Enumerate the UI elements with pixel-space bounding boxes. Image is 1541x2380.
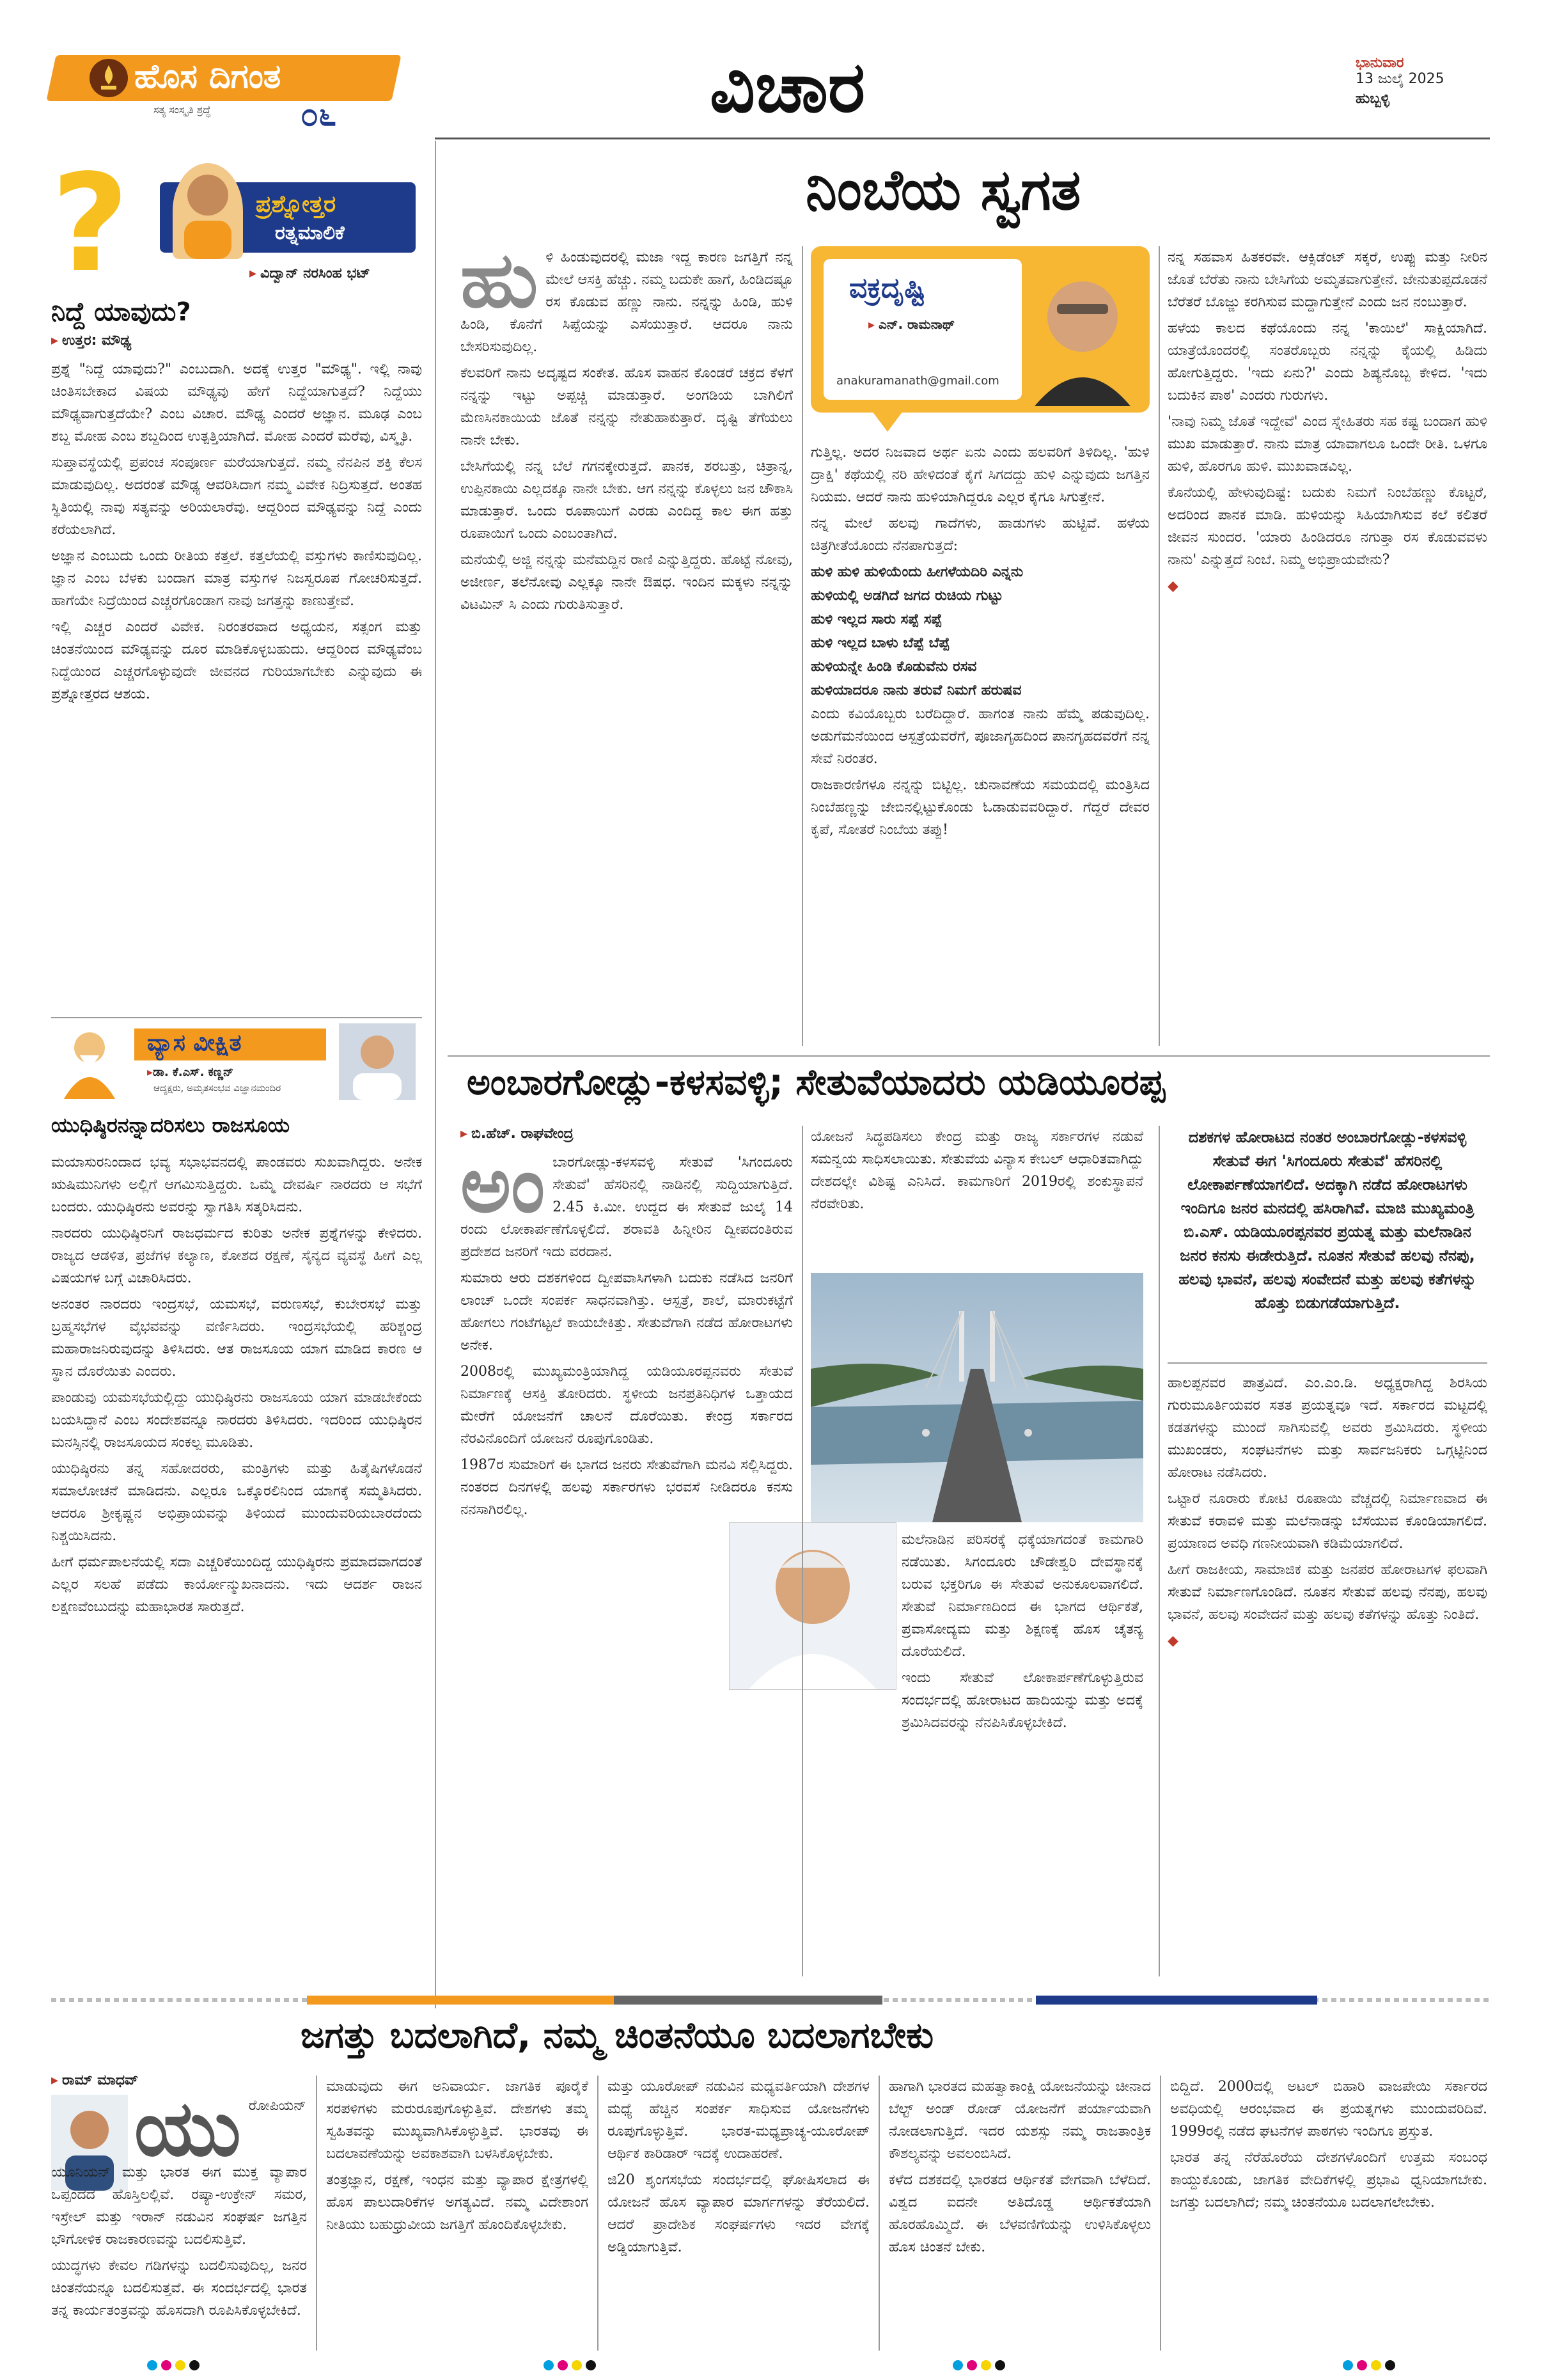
- bottom-col4: ಹಾಗಾಗಿ ಭಾರತದ ಮಹತ್ವಾಕಾಂಕ್ಷಿ ಯೋಜನೆಯನ್ನು ಚೀನಾದ ಬೆಲ್ಟ್ ಅಂಡ್ ರೋಡ್ ಯೋಜನೆಗೆ ಪರ್ಯಾಯವಾಗಿ ನೋಡಲಾಗುತ್ತಿದೆ. ಇದರ ಯಶಸ್ಸು ನಮ್ಮ ರಾಜತಾಂತ್ರಿಕ ಕೌಶಲ್ಯವನ್ನು ಅವಲಂಬಿಸಿದೆ. ಕಳೆದ ದಶಕದಲ್ಲಿ ಭಾರತದ ಆರ್ಥಿಕತೆ ವೇಗವಾಗಿ ಬೆಳೆದಿದೆ. ವಿಶ್ವದ ಐದನೇ ಅತಿದೊಡ್ಡ ಆರ್ಥಿಕತೆಯಾಗಿ ಹೊರಹೊಮ್ಮಿದೆ. ಈ ಬೆಳವಣಿಗೆಯನ್ನು ಉಳಿಸಿಕೊಳ್ಳಲು ಹೊಸ ಚಿಂತನೆ ಬೇಕು.: [889, 2079, 1151, 2255]
- bottom-headline: ಜಗತ್ತು ಬದಲಾಗಿದೆ, ನಮ್ಮ ಚಿಂತನೆಯೂ ಬದಲಾಗಬೇಕು: [301, 2015, 934, 2056]
- left-column-divider: [435, 141, 436, 2008]
- date: 13 ಜುಲೈ 2025: [1356, 71, 1444, 87]
- lead-author-photo: [1022, 259, 1143, 406]
- left-divider-1: [51, 1017, 422, 1018]
- lead-col2: ಗುತ್ತಿಲ್ಲ. ಅದರ ನಿಜವಾದ ಅರ್ಥ ಏನು ಎಂದು ಹಲವರಿಗೆ ತಿಳಿದಿಲ್ಲ. 'ಹುಳಿ ದ್ರಾಕ್ಷಿ' ಕಥೆಯಲ್ಲಿ ನರಿ ಹೇಳಿದಂತೆ ಕೈಗೆ ಸಿಗದದ್ದು ಹುಳಿ ಎನ್ನುವುದು ಜಗತ್ತಿನ ನಿಯಮ. ಆದರೆ ನಾನು ಹುಳಿಯಾಗಿದ್ದರೂ ಎಲ್ಲರ ಕೈಗೂ ಸಿಗುತ್ತೇನೆ. ನನ್ನ ಮೇಲೆ ಹಲವು ಗಾದೆಗಳು, ಹಾಡುಗಳು ಹುಟ್ಟಿವೆ. ಹಳೆಯ ಚಿತ್ರಗೀತೆಯೊಂದು ನೆನಪಾಗುತ್ತದೆ: ಹುಳಿ ಹುಳಿ ಹುಳಿಯೆಂದು ಹೀಗಳೆಯದಿರಿ ಎನ್ನನು ಹುಳಿಯಲ್ಲಿ ಅಡಗಿದೆ ಜಗದ ರುಚಿಯ ಗುಟ್ಟು ಹುಳಿ ಇಲ್ಲದ ಸಾರು ಸಪ್ಪೆ ಸಪ್ಪೆ ಹುಳಿ ಇಲ್ಲದ ಬಾಳು ಬೆಪ್ಪೆ ಬೆಪ್ಪೆ ಹುಳಿಯನ್ನೇ ಹಿಂಡಿ ಕೊಡುವೆನು ರಸವ ಹುಳಿಯಾದರೂ ನಾನು ತರುವೆ ನಿಮಗೆ ಹರುಷವ ಎಂದು ಕವಿಯೊಬ್ಬರು ಬರೆದಿದ್ದಾರೆ. ಹಾಗಂತ ನಾನು ಹೆಮ್ಮೆ ಪಡುವುದಿಲ್ಲ. ಅಡುಗೆಮನೆಯಿಂದ ಆಸ್ಪತ್ರೆಯವರೆಗೆ, ಪೂಜಾಗೃಹದಿಂದ ಪಾನಗೃಹದವರೆಗೆ ನನ್ನ ಸೇವೆ ನಿರಂತರ. ರಾಜಕಾರಣಿಗಳೂ ನನ್ನನ್ನು ಬಿಟ್ಟಿಲ್ಲ. ಚುನಾವಣೆಯ ಸಮಯದಲ್ಲಿ ಮಂತ್ರಿಸಿದ ನಿಂಬೆಹಣ್ಣನ್ನು ಜೇಬಿನಲ್ಲಿಟ್ಟುಕೊಂಡು ಓಡಾಡುವವರಿದ್ದಾರೆ. ಗೆದ್ದರೆ ದೇವರ ಕೃಪೆ, ಸೋತರೆ ನಿಂಬೆಯ ತಪ್ಪು!: [811, 445, 1150, 838]
- date-block: [1356, 55, 1483, 107]
- qa-banner-title: ಪ್ರಶ್ನೋತ್ತರ: [256, 191, 336, 217]
- end-mark-icon: ◆: [1168, 578, 1178, 594]
- registration-marks-left: [147, 2360, 199, 2370]
- registration-marks-far-right: [1343, 2360, 1395, 2370]
- vyasa-banner: [51, 1023, 422, 1100]
- bridge-photo: [811, 1273, 1143, 1522]
- author-photo: [173, 163, 243, 259]
- lead-col3: ನನ್ನ ಸಹವಾಸ ಹಿತಕರವೇ. ಆಕ್ಸಿಡೆಂಟ್ ಸಕ್ಕರೆ, ಉಪ್ಪು ಮತ್ತು ನೀರಿನ ಜೊತೆ ಬೆರೆತು ನಾನು ಬೇಸಿಗೆಯ ಅಮೃತವಾಗುತ್ತೇನೆ. ಜೇನುತುಪ್ಪದೊಡನೆ ಬೆರೆತರೆ ಬೊಜ್ಜು ಕರಗಿಸುವ ಮದ್ದಾಗುತ್ತೇನೆ ಎಂದು ಜನ ನಂಬುತ್ತಾರೆ. ಹಳೆಯ ಕಾಲದ ಕಥೆಯೊಂದು ನನ್ನ 'ಕಾಯಿಲೆ' ಸಾಕ್ಷಿಯಾಗಿದೆ. ಯಾತ್ರೆಯೊಂದರಲ್ಲಿ ಸಂತರೊಬ್ಬರು ನನ್ನನ್ನು ಕೈಯಲ್ಲಿ ಹಿಡಿದು ಹೋಗುತ್ತಿದ್ದರು. 'ಇದು ಏನು?' ಎಂದು ಶಿಷ್ಯನೊಬ್ಬ ಕೇಳಿದ. 'ಇದು ಬದುಕಿನ ಪಾಠ' ಎಂದರು ಗುರುಗಳು. 'ನಾವು ನಿಮ್ಮ ಜೊತೆ ಇದ್ದೇವೆ' ಎಂದ ಸ್ನೇಹಿತರು ಸಹ ಕಷ್ಟ ಬಂದಾಗ ಹುಳಿ ಮುಖ ಮಾಡುತ್ತಾರೆ. ನಾನು ಮಾತ್ರ ಯಾವಾಗಲೂ ಒಂದೇ ರೀತಿ. ಒಳಗೂ ಹುಳಿ, ಹೊರಗೂ ಹುಳಿ. ಮುಖವಾಡವಿಲ್ಲ. ಕೊನೆಯಲ್ಲಿ ಹೇಳುವುದಿಷ್ಟೆ: ಬದುಕು ನಿಮಗೆ ನಿಂಬೆಹಣ್ಣು ಕೊಟ್ಟರೆ, ಅದರಿಂದ ಪಾನಕ ಮಾಡಿ. ಹುಳಿಯನ್ನು ಸಿಹಿಯಾಗಿಸುವ ಕಲೆ ಕಲಿತರೆ ಜೀವನ ಸುಂದರ. 'ಯಾರು ಹಿಂಡಿದರೂ ನಗುತ್ತಾ ರಸ ಕೊಡುವವಳು ನಾನು' ಎನ್ನುತ್ತದೆ ನಿಂಬೆ. ನಿಮ್ಮ ಅಭಿಪ್ರಾಯವೇನು? ◆: [1168, 249, 1487, 594]
- qa-heading: ನಿದ್ದೆ ಯಾವುದು?: [51, 297, 191, 327]
- bottom-author: ▸ ರಾಮ್ ಮಾಧವ್: [51, 2072, 139, 2088]
- header-divider: [435, 138, 1490, 139]
- registration-marks-right: [953, 2360, 1005, 2370]
- bridge-col2-top: ಯೋಜನೆ ಸಿದ್ಧಪಡಿಸಲು ಕೇಂದ್ರ ಮತ್ತು ರಾಜ್ಯ ಸರ್ಕಾರಗಳ ನಡುವೆ ಸಮನ್ವಯ ಸಾಧಿಸಲಾಯಿತು. ಸೇತುವೆಯ ವಿನ್ಯಾಸ ಕೇಬಲ್ ಆಧಾರಿತವಾಗಿದ್ದು ದೇಶದಲ್ಲೇ ವಿಶಿಷ್ಟ ಎನಿಸಿದೆ. ಕಾಮಗಾರಿಗೆ 2019ರಲ್ಲಿ ಶಂಕುಸ್ಥಾಪನೆ ನೆರವೇರಿತು.: [811, 1129, 1143, 1212]
- vyasa-author-photo: [339, 1023, 416, 1100]
- logo-text: ಹೊಸ ದಿಗಂತ: [134, 58, 281, 96]
- column-badge: [811, 246, 1150, 432]
- bridge-col3: ಹಾಲಪ್ಪನವರ ಪಾತ್ರವಿದೆ. ಎಂ.ಎಂ.ಡಿ. ಅಧ್ಯಕ್ಷರಾಗಿದ್ದ ಶಿರಸಿಯ ಗುರುಮೂರ್ತಿಯವರ ಸತತ ಪ್ರಯತ್ನವೂ ಇದೆ. ಸರ್ಕಾರದ ಮಟ್ಟದಲ್ಲಿ ಕಡತಗಳನ್ನು ಮುಂದೆ ಸಾಗಿಸುವಲ್ಲಿ ಅವರು ಶ್ರಮಿಸಿದರು. ಸ್ಥಳೀಯ ಮುಖಂಡರು, ಸಂಘಟನೆಗಳು ಮತ್ತು ಸಾರ್ವಜನಿಕರು ಒಗ್ಗಟ್ಟಿನಿಂದ ಹೋರಾಟ ನಡೆಸಿದರು. ಒಟ್ಟಾರೆ ನೂರಾರು ಕೋಟಿ ರೂಪಾಯಿ ವೆಚ್ಚದಲ್ಲಿ ನಿರ್ಮಾಣವಾದ ಈ ಸೇತುವೆ ಕರಾವಳಿ ಮತ್ತು ಮಲೆನಾಡನ್ನು ಬೆಸೆಯುವ ಕೊಂಡಿಯಾಗಲಿದೆ. ಪ್ರಯಾಣದ ಅವಧಿ ಗಣನೀಯವಾಗಿ ಕಡಿಮೆಯಾಗಲಿದೆ. ಹೀಗೆ ರಾಜಕೀಯ, ಸಾಮಾಜಿಕ ಮತ್ತು ಜನಪರ ಹೋರಾಟಗಳ ಫಲವಾಗಿ ಸೇತುವೆ ನಿರ್ಮಾಣಗೊಂಡಿದೆ. ನೂತನ ಸೇತುವೆ ಹಲವು ನೆನಪು, ಹಲವು ಭಾವನೆ, ಹಲವು ಸಂವೇದನೆ ಮತ್ತು ಹಲವು ಕತೆಗಳನ್ನು ಹೊತ್ತು ನಿಂತಿದೆ. ◆: [1168, 1375, 1487, 1649]
- bridge-col2-bottom: ಮಲೆನಾಡಿನ ಪರಿಸರಕ್ಕೆ ಧಕ್ಕೆಯಾಗದಂತೆ ಕಾಮಗಾರಿ ನಡೆಯಿತು. ಸಿಗಂದೂರು ಚೌಡೇಶ್ವರಿ ದೇವಸ್ಥಾನಕ್ಕೆ ಬರುವ ಭಕ್ತರಿಗೂ ಈ ಸೇತುವೆ ಅನುಕೂಲವಾಗಲಿದೆ. ಸೇತುವೆ ನಿರ್ಮಾಣದಿಂದ ಈ ಭಾಗದ ಆರ್ಥಿಕತೆ, ಪ್ರವಾಸೋದ್ಯಮ ಮತ್ತು ಶಿಕ್ಷಣಕ್ಕೆ ಹೊಸ ಚೈತನ್ಯ ದೊರೆಯಲಿದೆ. ಇಂದು ಸೇತುವೆ ಲೋಕಾರ್ಪಣೆಗೊಳ್ಳುತ್ತಿರುವ ಸಂದರ್ಭದಲ್ಲಿ ಹೋರಾಟದ ಹಾದಿಯನ್ನು ಮತ್ತು ಅದಕ್ಕೆ ಶ್ರಮಿಸಿದವರನ್ನು ನೆನಪಿಸಿಕೊಳ್ಳಬೇಕಿದೆ.: [902, 1532, 1143, 1731]
- bottom-col2: ಮಾಡುವುದು ಈಗ ಅನಿವಾರ್ಯ. ಜಾಗತಿಕ ಪೂರೈಕೆ ಸರಪಳಿಗಳು ಮರುರೂಪುಗೊಳ್ಳುತ್ತಿವೆ. ದೇಶಗಳು ತಮ್ಮ ಸ್ವಹಿತವನ್ನು ಮುಖ್ಯವಾಗಿಸಿಕೊಳ್ಳುತ್ತಿವೆ. ಭಾರತವು ಈ ಬದಲಾವಣೆಯನ್ನು ಅವಕಾಶವಾಗಿ ಬಳಸಿಕೊಳ್ಳಬೇಕು. ತಂತ್ರಜ್ಞಾನ, ರಕ್ಷಣೆ, ಇಂಧನ ಮತ್ತು ವ್ಯಾಪಾರ ಕ್ಷೇತ್ರಗಳಲ್ಲಿ ಹೊಸ ಪಾಲುದಾರಿಕೆಗಳ ಅಗತ್ಯವಿದೆ. ನಮ್ಮ ವಿದೇಶಾಂಗ ನೀತಿಯು ಬಹುಧ್ರುವೀಯ ಜಗತ್ತಿಗೆ ಹೊಂದಿಕೊಳ್ಳಬೇಕು.: [326, 2079, 588, 2233]
- vyasa-title: ವ್ಯಾಸ ವೀಕ್ಷಿತ: [147, 1030, 242, 1056]
- qa-answer-label: ▸ ಉತ್ತರ: ಮೌಢ್ಯ: [51, 333, 132, 349]
- vyasa-author: ▸ಡಾ. ಕೆ.ಎಸ್. ಕಣ್ಣನ್: [147, 1066, 233, 1079]
- qa-body: ಪ್ರಶ್ನೆ "ನಿದ್ದೆ ಯಾವುದು?" ಎಂಬುದಾಗಿ. ಅದಕ್ಕೆ ಉತ್ತರ "ಮೌಢ್ಯ". ಇಲ್ಲಿ ನಾವು ಚಿಂತಿಸಬೇಕಾದ ವಿಷಯ ಮೌಢ್ಯವು ಹೇಗೆ ನಿದ್ದೆಯಾಗುತ್ತದೆ? ನಿದ್ದೆಯು ಮೌಢ್ಯವಾಗುತ್ತದೆಯೇ? ಎಂಬ ವಿಚಾರ. ಮೌಢ್ಯ ಎಂದರೆ ಅಜ್ಞಾನ. ಮೂಢ ಎಂಬ ಶಬ್ದ ಮೋಹ ಎಂಬ ಶಬ್ದದಿಂದ ಉತ್ಪತ್ತಿಯಾಗಿದೆ. ಮೋಹ ಎಂದರೆ ಮರೆವು, ವಿಸ್ಮೃತಿ. ಸುಪ್ತಾವಸ್ಥೆಯಲ್ಲಿ ಪ್ರಪಂಚ ಸಂಪೂರ್ಣ ಮರೆಯಾಗುತ್ತದೆ. ನಮ್ಮ ನೆನಪಿನ ಶಕ್ತಿ ಕೆಲಸ ಮಾಡುವುದಿಲ್ಲ. ಅದರಂತೆ ಮೌಢ್ಯ ಆವರಿಸಿದಾಗ ನಮ್ಮ ವಿವೇಕ ನಿದ್ರಿಸುತ್ತದೆ. ಅಂತಹ ಸ್ಥಿತಿಯಲ್ಲಿ ನಾವು ಸತ್ಯವನ್ನು ಅರಿಯಲಾರೆವು. ಆದ್ದರಿಂದ ಮೌಢ್ಯವನ್ನು ನಿದ್ದೆ ಎಂದು ಕರೆಯಲಾಗಿದೆ. ಅಜ್ಞಾನ ಎಂಬುದು ಒಂದು ರೀತಿಯ ಕತ್ತಲೆ. ಕತ್ತಲೆಯಲ್ಲಿ ವಸ್ತುಗಳು ಕಾಣಿಸುವುದಿಲ್ಲ. ಜ್ಞಾನ ಎಂಬ ಬೆಳಕು ಬಂದಾಗ ಮಾತ್ರ ವಸ್ತುಗಳ ನಿಜಸ್ವರೂಪ ಗೋಚರಿಸುತ್ತದೆ. ಹಾಗೆಯೇ ನಿದ್ರೆಯಿಂದ ಎಚ್ಚರಗೊಂಡಾಗ ನಾವು ಜಗತ್ತನ್ನು ಕಾಣುತ್ತೇವೆ. ಇಲ್ಲಿ ಎಚ್ಚರ ಎಂದರೆ ವಿವೇಕ. ನಿರಂತರವಾದ ಅಧ್ಯಯನ, ಸತ್ಸಂಗ ಮತ್ತು ಚಿಂತನೆಯಿಂದ ಮೌಢ್ಯವನ್ನು ದೂರ ಮಾಡಿಕೊಳ್ಳಬಹುದು. ಆದ್ದರಿಂದ ಮೌಢ್ಯವೆಂಬ ನಿದ್ದೆಯಿಂದ ಎಚ್ಚರಗೊಳ್ಳುವುದೇ ಜೀವನದ ಗುರಿಯಾಗಬೇಕು ಎನ್ನುವುದು ಈ ಪ್ರಶ್ನೋತ್ತರದ ಆಶಯ.: [51, 361, 422, 702]
- registration-marks-center: [544, 2360, 596, 2370]
- page-number: ೦೬: [301, 96, 336, 133]
- yediyurappa-photo: [729, 1522, 896, 1690]
- bottom-col-divider-3: [879, 2076, 880, 2351]
- end-mark-icon: ◆: [1168, 1633, 1178, 1649]
- qa-banner: [51, 145, 422, 302]
- logo: [51, 51, 409, 133]
- lead-col-divider-2: [1159, 246, 1160, 1046]
- vyasa-body: ಮಯಾಸುರನಿಂದಾದ ಭವ್ಯ ಸಭಾಭವನದಲ್ಲಿ ಪಾಂಡವರು ಸುಖವಾಗಿದ್ದರು. ಅನೇಕ ಋಷಿಮುನಿಗಳು ಅಲ್ಲಿಗೆ ಆಗಮಿಸುತ್ತಿದ್ದರು. ಒಮ್ಮೆ ದೇವರ್ಷಿ ನಾರದರು ಆ ಸಭೆಗೆ ಬಂದರು. ಯುಧಿಷ್ಠಿರನು ಅವರನ್ನು ಸ್ವಾಗತಿಸಿ ಸತ್ಕರಿಸಿದನು. ನಾರದರು ಯುಧಿಷ್ಠಿರನಿಗೆ ರಾಜಧರ್ಮದ ಕುರಿತು ಅನೇಕ ಪ್ರಶ್ನೆಗಳನ್ನು ಕೇಳಿದರು. ರಾಜ್ಯದ ಆಡಳಿತ, ಪ್ರಜೆಗಳ ಕಲ್ಯಾಣ, ಕೋಶದ ರಕ್ಷಣೆ, ಸೈನ್ಯದ ವ್ಯವಸ್ಥೆ ಹೀಗೆ ಎಲ್ಲ ವಿಷಯಗಳ ಬಗ್ಗೆ ವಿಚಾರಿಸಿದರು. ಅನಂತರ ನಾರದರು ಇಂದ್ರಸಭೆ, ಯಮಸಭೆ, ವರುಣಸಭೆ, ಕುಬೇರಸಭೆ ಮತ್ತು ಬ್ರಹ್ಮಸಭೆಗಳ ವೈಭವವನ್ನು ವರ್ಣಿಸಿದರು. ಇಂದ್ರಸಭೆಯಲ್ಲಿ ಹರಿಶ್ಚಂದ್ರ ಮಹಾರಾಜನಿರುವುದನ್ನು ತಿಳಿಸಿದರು. ಆತ ರಾಜಸೂಯ ಯಾಗ ಮಾಡಿದ ಕಾರಣ ಆ ಸ್ಥಾನ ದೊರೆಯಿತು ಎಂದರು. ಪಾಂಡುವು ಯಮಸಭೆಯಲ್ಲಿದ್ದು ಯುಧಿಷ್ಠಿರನು ರಾಜಸೂಯ ಯಾಗ ಮಾಡಬೇಕೆಂದು ಬಯಸಿದ್ದಾನೆ ಎಂಬ ಸಂದೇಶವನ್ನೂ ನಾರದರು ತಿಳಿಸಿದರು. ಇದರಿಂದ ಯುಧಿಷ್ಠಿರನ ಮನಸ್ಸಿನಲ್ಲಿ ರಾಜಸೂಯದ ಸಂಕಲ್ಪ ಮೂಡಿತು. ಯುಧಿಷ್ಠಿರನು ತನ್ನ ಸಹೋದರರು, ಮಂತ್ರಿಗಳು ಮತ್ತು ಹಿತೈಷಿಗಳೊಡನೆ ಸಮಾಲೋಚನೆ ಮಾಡಿದನು. ಎಲ್ಲರೂ ಒಕ್ಕೊರಲಿನಿಂದ ಯಾಗಕ್ಕೆ ಸಮ್ಮತಿಸಿದರು. ಆದರೂ ಶ್ರೀಕೃಷ್ಣನ ಅಭಿಪ್ರಾಯವನ್ನು ತಿಳಿಯದೆ ಮುಂದುವರಿಯಬಾರದೆಂದು ನಿಶ್ಚಯಿಸಿದನು. ಹೀಗೆ ಧರ್ಮಪಾಲನೆಯಲ್ಲಿ ಸದಾ ಎಚ್ಚರಿಕೆಯಿಂದಿದ್ದ ಯುಧಿಷ್ಠಿರನು ಪ್ರಮಾದವಾಗದಂತೆ ಎಲ್ಲರ ಸಲಹೆ ಪಡೆದು ಕಾರ್ಯೋನ್ಮುಖನಾದನು. ಇದು ಆದರ್ಶ ರಾಜನ ಲಕ್ಷಣವೆಂಬುದನ್ನು ಮಹಾಭಾರತ ಸಾರುತ್ತದೆ.: [51, 1155, 422, 1615]
- vyasa-author-role: ಆದ್ಯಕ್ಷರು, ಅಮೃತಸಂಭವ ವಿಜ್ಞಾನಮಂದಿರ: [153, 1082, 281, 1094]
- qa-banner-subtitle: ರತ್ನಮಾಲಿಕೆ: [275, 222, 345, 244]
- lead-col-divider-1: [802, 246, 803, 1046]
- masthead: [51, 46, 1490, 134]
- bridge-author: ▸ ಬಿ.ಹೆಚ್. ರಾಘವೇಂದ್ರ: [460, 1126, 574, 1142]
- vyasa-heading: ಯುಧಿಷ್ಠಿರನನ್ನಾದರಿಸಲು ರಾಜಸೂಯ: [51, 1113, 290, 1137]
- bridge-col-divider-2: [1159, 1126, 1160, 1976]
- column-title: ವಕ್ರದೃಷ್ಟಿ: [849, 272, 926, 304]
- bridge-pullquote: ದಶಕಗಳ ಹೋರಾಟದ ನಂತರ ಅಂಬಾರಗೋಡ್ಲು-ಕಳಸವಳ್ಳಿ ಸೇತುವೆ ಈಗ 'ಸಿಗಂದೂರು ಸೇತುವೆ' ಹೆಸರಿನಲ್ಲಿ ಲೋಕಾರ್ಪಣೆಯಾಗಲಿದೆ. ಅದಕ್ಕಾಗಿ ನಡೆದ ಹೋರಾಟಗಳು ಇಂದಿಗೂ ಜನರ ಮನದಲ್ಲಿ ಹಸಿರಾಗಿವೆ. ಮಾಜಿ ಮುಖ್ಯಮಂತ್ರಿ ಬಿ.ಎಸ್. ಯಡಿಯೂರಪ್ಪನವರ ಪ್ರಯತ್ನ ಮತ್ತು ಮಲೆನಾಡಿನ ಜನರ ಕನಸು ಈಡೇರುತ್ತಿದೆ. ನೂತನ ಸೇತುವೆ ಹಲವು ನೆನಪು, ಹಲವು ಭಾವನೆ, ಹಲವು ಸಂವೇದನೆ ಮತ್ತು ಹಲವು ಕತೆಗಳನ್ನು ಹೊತ್ತು ಬಿಡುಗಡೆಯಾಗುತ್ತಿದೆ.: [1178, 1128, 1476, 1312]
- bottom-dropcap: ಯು: [134, 2095, 241, 2173]
- lead-email: anakuramanath@gmail.com: [836, 374, 999, 388]
- bottom-col1: ಯು ರೋಪಿಯನ್ ಯೂನಿಯನ್ ಮತ್ತು ಭಾರತ ಈಗ ಮುಕ್ತ ವ್ಯಾಪಾರ ಒಪ್ಪಂದದ ಹೊಸ್ತಿಲಲ್ಲಿವೆ. ರಷ್ಯಾ-ಉಕ್ರೇನ್ ಸಮರ, ಇಸ್ರೇಲ್ ಮತ್ತು ಇರಾನ್ ನಡುವಿನ ಸಂಘರ್ಷ ಜಗತ್ತಿನ ಭೌಗೋಳಿಕ ರಾಜಕಾರಣವನ್ನು ಬದಲಿಸುತ್ತಿವೆ. ಯುದ್ಧಗಳು ಕೇವಲ ಗಡಿಗಳನ್ನು ಬದಲಿಸುವುದಿಲ್ಲ, ಜನರ ಚಿಂತನೆಯನ್ನೂ ಬದಲಿಸುತ್ತವೆ. ಈ ಸಂದರ್ಭದಲ್ಲಿ ಭಾರತ ತನ್ನ ಕಾರ್ಯತಂತ್ರವನ್ನು ಹೊಸದಾಗಿ ರೂಪಿಸಿಕೊಳ್ಳಬೇಕಿದೆ.: [51, 2095, 307, 2319]
- bridge-col1: ಅಂ ಬಾರಗೋಡ್ಲು-ಕಳಸವಳ್ಳಿ ಸೇತುವೆ 'ಸಿಗಂದೂರು ಸೇತುವೆ' ಹೆಸರಿನಲ್ಲಿ ನಾಡಿನಲ್ಲಿ ಸುದ್ದಿಯಾಗುತ್ತಿದೆ. 2.45 ಕಿ.ಮೀ. ಉದ್ದದ ಈ ಸೇತುವೆ ಜುಲೈ 14 ರಂದು ಲೋಕಾರ್ಪಣೆಗೊಳ್ಳಲಿದೆ. ಶರಾವತಿ ಹಿನ್ನೀರಿನ ದ್ವೀಪದಂತಿರುವ ಪ್ರದೇಶದ ಜನರಿಗೆ ಇದು ವರದಾನ. ಸುಮಾರು ಆರು ದಶಕಗಳಿಂದ ದ್ವೀಪವಾಸಿಗಳಾಗಿ ಬದುಕು ನಡೆಸಿದ ಜನರಿಗೆ ಲಾಂಚ್ ಒಂದೇ ಸಂಪರ್ಕ ಸಾಧನವಾಗಿತ್ತು. ಆಸ್ಪತ್ರೆ, ಶಾಲೆ, ಮಾರುಕಟ್ಟೆಗೆ ಹೋಗಲು ಗಂಟೆಗಟ್ಟಲೆ ಕಾಯಬೇಕಿತ್ತು. ಸೇತುವೆಗಾಗಿ ನಡೆದ ಹೋರಾಟಗಳು ಅನೇಕ. 2008ರಲ್ಲಿ ಮುಖ್ಯಮಂತ್ರಿಯಾಗಿದ್ದ ಯಡಿಯೂರಪ್ಪನವರು ಸೇತುವೆ ನಿರ್ಮಾಣಕ್ಕೆ ಆಸಕ್ತಿ ತೋರಿದರು. ಸ್ಥಳೀಯ ಜನಪ್ರತಿನಿಧಿಗಳ ಒತ್ತಾಯದ ಮೇರೆಗೆ ಯೋಜನೆಗೆ ಚಾಲನೆ ದೊರೆಯಿತು. ಕೇಂದ್ರ ಸರ್ಕಾರದ ನೆರವಿನೊಂದಿಗೆ ಯೋಜನೆ ರೂಪುಗೊಂಡಿತು. 1987ರ ಸುಮಾರಿಗೆ ಈ ಭಾಗದ ಜನರು ಸೇತುವೆಗಾಗಿ ಮನವಿ ಸಲ್ಲಿಸಿದ್ದರು. ನಂತರದ ದಿನಗಳಲ್ಲಿ ಹಲವು ಸರ್ಕಾರಗಳು ಭರವಸೆ ನೀಡಿದರೂ ಕನಸು ನನಸಾಗಿರಲಿಲ್ಲ.: [460, 1151, 793, 1518]
- lead-dropcap: ಹು: [460, 246, 538, 325]
- color-strip: [51, 1996, 1490, 2005]
- lead-headline: ನಿಂಬೆಯ ಸ್ವಗತ: [806, 157, 1081, 223]
- lead-poem: ಹುಳಿ ಹುಳಿ ಹುಳಿಯೆಂದು ಹೀಗಳೆಯದಿರಿ ಎನ್ನನು ಹುಳಿಯಲ್ಲಿ ಅಡಗಿದೆ ಜಗದ ರುಚಿಯ ಗುಟ್ಟು ಹುಳಿ ಇಲ್ಲದ ಸಾರು ಸಪ್ಪೆ ಸಪ್ಪೆ ಹುಳಿ ಇಲ್ಲದ ಬಾಳು ಬೆಪ್ಪೆ ಬೆಪ್ಪೆ ಹುಳಿಯನ್ನೇ ಹಿಂಡಿ ಕೊಡುವೆನು ರಸವ ಹುಳಿಯಾದರೂ ನಾನು ತರುವೆ ನಿಮಗೆ ಹರುಷವ: [811, 563, 1024, 698]
- logo-tagline: ಸತ್ಯ ಸಂಸ್ಕೃತಿ ಶ್ರದ್ಧೆ: [153, 104, 211, 116]
- bottom-col5: ಬಿದ್ದಿದೆ. 2000ದಲ್ಲಿ ಅಟಲ್ ಬಿಹಾರಿ ವಾಜಪೇಯಿ ಸರ್ಕಾರದ ಅವಧಿಯಲ್ಲಿ ಆರಂಭವಾದ ಈ ಪ್ರಯತ್ನಗಳು ಮುಂದುವರಿದಿವೆ. 1999ರಲ್ಲಿ ನಡೆದ ಘಟನೆಗಳ ಪಾಠಗಳು ಇಂದಿಗೂ ಪ್ರಸ್ತುತ. ಭಾರತ ತನ್ನ ನೆರೆಹೊರೆಯ ದೇಶಗಳೊಂದಿಗೆ ಉತ್ತಮ ಸಂಬಂಧ ಕಾಯ್ದುಕೊಂಡು, ಜಾಗತಿಕ ವೇದಿಕೆಗಳಲ್ಲಿ ಪ್ರಭಾವಿ ಧ್ವನಿಯಾಗಬೇಕು. ಜಗತ್ತು ಬದಲಾಗಿದೆ; ನಮ್ಮ ಚಿಂತನೆಯೂ ಬದಲಾಗಲೇಬೇಕು.: [1170, 2079, 1487, 2211]
- question-mark-icon: ?: [51, 145, 129, 302]
- bridge-col-divider-1: [802, 1126, 803, 1976]
- section-title: ವಿಚಾರ: [710, 46, 866, 128]
- day: ಭಾನುವಾರ: [1356, 55, 1404, 71]
- lamp-icon: [90, 59, 128, 97]
- pullquote-divider: [1168, 1362, 1487, 1364]
- bottom-col3: ಮತ್ತು ಯೂರೋಪ್ ನಡುವಿನ ಮಧ್ಯವರ್ತಿಯಾಗಿ ದೇಶಗಳ ಮಧ್ಯೆ ಹೆಚ್ಚಿನ ಸಂಪರ್ಕ ಸಾಧಿಸುವ ಯೋಜನೆಗಳು ರೂಪುಗೊಳ್ಳುತ್ತಿವೆ. ಭಾರತ-ಮಧ್ಯಪ್ರಾಚ್ಯ-ಯೂರೋಪ್ ಆರ್ಥಿಕ ಕಾರಿಡಾರ್ ಇದಕ್ಕೆ ಉದಾಹರಣೆ. ಜಿ20 ಶೃಂಗಸಭೆಯ ಸಂದರ್ಭದಲ್ಲಿ ಘೋಷಿಸಲಾದ ಈ ಯೋಜನೆ ಹೊಸ ವ್ಯಾಪಾರ ಮಾರ್ಗಗಳನ್ನು ತೆರೆಯಲಿದೆ. ಆದರೆ ಪ್ರಾದೇಶಿಕ ಸಂಘರ್ಷಗಳು ಇದರ ವೇಗಕ್ಕೆ ಅಡ್ಡಿಯಾಗುತ್ತಿವೆ.: [607, 2079, 870, 2255]
- bottom-col-divider-1: [316, 2076, 317, 2351]
- lead-col1: ಹು ಳಿ ಹಿಂಡುವುದರಲ್ಲಿ ಮಜಾ ಇದ್ದ ಕಾರಣ ಜಗತ್ತಿಗೆ ನನ್ನ ಮೇಲೆ ಆಸಕ್ತಿ ಹೆಚ್ಚು. ನಮ್ಮ ಬದುಕೇ ಹಾಗೆ, ಹಿಂಡಿದಷ್ಟೂ ರಸ ಕೊಡುವ ಹಣ್ಣು ನಾನು. ನನ್ನನ್ನು ಹಿಂಡಿ, ಹುಳಿ ಹಿಂಡಿ, ಕೊನೆಗೆ ಸಿಪ್ಪೆಯನ್ನು ಎಸೆಯುತ್ತಾರೆ. ಆದರೂ ನಾನು ಬೇಸರಿಸುವುದಿಲ್ಲ. ಕೆಲವರಿಗೆ ನಾನು ಅದೃಷ್ಟದ ಸಂಕೇತ. ಹೊಸ ವಾಹನ ಕೊಂಡರೆ ಚಕ್ರದ ಕೆಳಗೆ ನನ್ನನ್ನು ಇಟ್ಟು ಅಪ್ಪಚ್ಚಿ ಮಾಡುತ್ತಾರೆ. ಅಂಗಡಿಯ ಬಾಗಿಲಿಗೆ ಮೆಣಸಿನಕಾಯಿಯ ಜೊತೆ ನನ್ನನ್ನು ನೇತುಹಾಕುತ್ತಾರೆ. ದೃಷ್ಟಿ ತೆಗೆಯಲು ನಾನೇ ಬೇಕು. ಬೇಸಿಗೆಯಲ್ಲಿ ನನ್ನ ಬೆಲೆ ಗಗನಕ್ಕೇರುತ್ತದೆ. ಪಾನಕ, ಶರಬತ್ತು, ಚಿತ್ರಾನ್ನ, ಉಪ್ಪಿನಕಾಯಿ ಎಲ್ಲದಕ್ಕೂ ನಾನೇ ಬೇಕು. ಆಗ ನನ್ನನ್ನು ಕೊಳ್ಳಲು ಜನ ಚೌಕಾಸಿ ಮಾಡುತ್ತಾರೆ. ಒಂದು ರೂಪಾಯಿಗೆ ಎರಡು ಎಂದಿದ್ದ ಕಾಲ ಈಗ ಹತ್ತು ರೂಪಾಯಿಗೆ ಒಂದು ಎಂಬಂತಾಗಿದೆ. ಮನೆಯಲ್ಲಿ ಅಜ್ಜಿ ನನ್ನನ್ನು ಮನೆಮದ್ದಿನ ರಾಣಿ ಎನ್ನುತ್ತಿದ್ದರು. ಹೊಟ್ಟೆ ನೋವು, ಅಜೀರ್ಣ, ತಲೆನೋವು ಎಲ್ಲಕ್ಕೂ ನಾನೇ ಔಷಧ. ಇಂದಿನ ಮಕ್ಕಳು ನನ್ನನ್ನು ವಿಟಮಿನ್ ಸಿ ಎಂದು ಗುರುತಿಸುತ್ತಾರೆ.: [460, 246, 793, 613]
- bridge-headline: ಅಂಬಾರಗೋಡ್ಲು-ಕಳಸವಳ್ಳಿ; ಸೇತುವೆಯಾದರು ಯಡಿಯೂರಪ್ಪ: [467, 1062, 1165, 1103]
- qa-author: ▸ ವಿದ್ವಾನ್ ನರಸಿಂಹ ಭಟ್: [249, 265, 370, 281]
- bottom-col-divider-4: [1160, 2076, 1161, 2351]
- bridge-dropcap: ಅಂ: [460, 1151, 545, 1230]
- bottom-col-divider-2: [597, 2076, 598, 2351]
- lead-bottom-divider: [448, 1055, 1490, 1057]
- lead-author: ▸ ಎನ್. ರಾಮನಾಥ್: [868, 317, 955, 332]
- edition: ಹುಬ್ಬಳ್ಳಿ: [1356, 91, 1390, 107]
- sage-illustration: [51, 1023, 128, 1100]
